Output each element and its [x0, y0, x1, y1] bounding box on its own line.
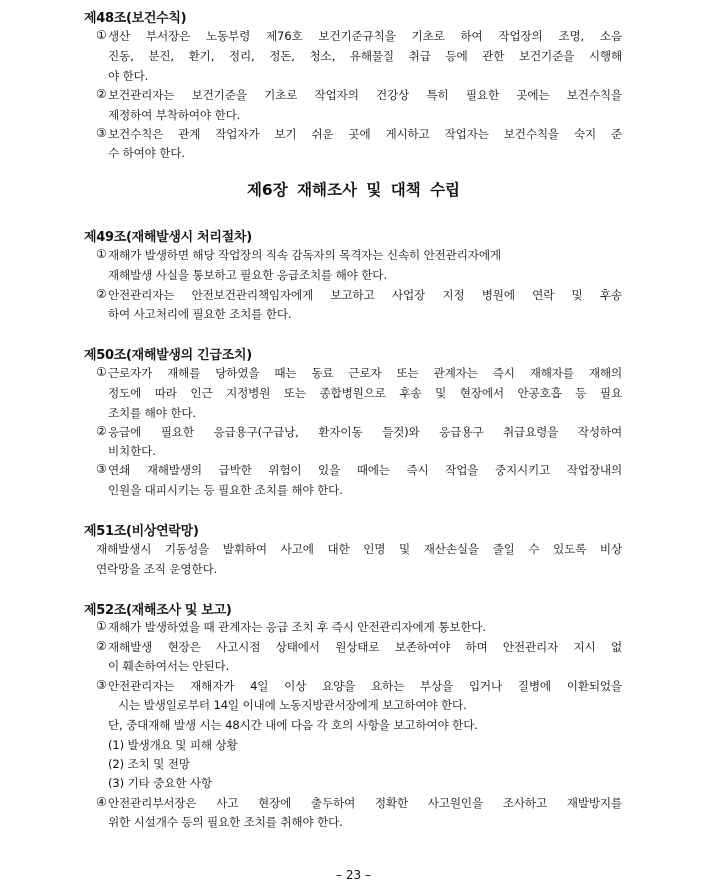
- text-line: 수 하여야 한다.: [108, 146, 185, 160]
- clause-number: ②: [96, 87, 107, 101]
- text-line: 재해가 발생하면 해당 작업장의 직속 감독자의 목격자는 신속히 안전관리자에게: [108, 248, 501, 262]
- text-line: 정도에 따라 인근 지정병원 또는 종합병원으로 후송 및 현장에서 안공호흡 등 필요: [108, 386, 622, 400]
- text-line: 인원을 대피시키는 등 필요한 조치를 해야 한다.: [108, 483, 343, 497]
- clause-number: ②: [96, 639, 107, 653]
- text-line: 이 훼손하여서는 안된다.: [108, 659, 230, 673]
- text-line: 재해발생 현장은 사고시점 상태에서 원상태로 보존하여야 하며 안전관리자 지시 없: [108, 640, 622, 654]
- text-line: 안전관리자는 안전보건관리책임자에게 보고하고 사업장 지정 병원에 연락 및 후송: [108, 288, 622, 302]
- article-50-title: 제50조(재해발생의 긴급조치): [84, 348, 252, 363]
- article-51-title: 제51조(비상연락망): [84, 524, 199, 539]
- text-line: 응급에 필요한 응급용구(구급낭, 환자이동 들것)와 응급용구 취급요령을 작성하여: [108, 425, 622, 439]
- text-line: 보건수칙은 관계 작업자가 보기 쉬운 곳에 게시하고 작업자는 보건수칙을 숙지 준: [108, 127, 622, 141]
- clause-number: ①: [96, 365, 107, 379]
- chapter-title: 제6장 재해조사 및 대책 수립: [246, 181, 461, 199]
- text-line: 단, 중대재해 발생 시는 48시간 내에 다음 각 호의 사항을 보고하여야 한다.: [108, 718, 478, 732]
- text-line: 재해발생시 기동성을 발휘하여 사고에 대한 인명 및 재산손실을 줄일 수 있도록 비상: [96, 542, 622, 556]
- sub-item: (1) 발생개요 및 피해 상황: [108, 738, 238, 752]
- text-line: 안전관리부서장은 사고 현장에 출두하여 정확한 사고원인을 조사하고 재발방지를: [108, 796, 622, 810]
- text-line: 재해가 발생하였을 때 관계자는 응급 조치 후 즉시 안전관리자에게 통보한다.: [108, 620, 486, 634]
- article-49-title: 제49조(재해발생시 처리절차): [84, 230, 252, 245]
- page-number: – 23 –: [336, 868, 371, 882]
- clause-number: ①: [96, 619, 107, 633]
- clause-number: ①: [96, 28, 107, 42]
- text-line: 진동, 분진, 환기, 정리, 정돈, 청소, 유해물질 취급 등에 관한 보건기준을 시행해: [108, 49, 622, 63]
- clause-number: ①: [96, 247, 107, 261]
- text-line: 연쇄 재해발생의 급박한 위험이 있을 때에는 즉시 작업을 중지시키고 작업장내의: [108, 463, 622, 477]
- text-line: 하여 사고처리에 필요한 조치를 한다.: [108, 307, 292, 321]
- article-52-title: 제52조(재해조사 및 보고): [84, 603, 232, 618]
- text-line: 재해발생 사실을 통보하고 필요한 응급조치를 해야 한다.: [108, 268, 387, 282]
- clause-number: ③: [96, 462, 107, 476]
- text-line: 조치를 해야 한다.: [108, 406, 196, 420]
- text-line: 연락망을 조직 운영한다.: [96, 562, 218, 576]
- clause-number: ③: [96, 126, 107, 140]
- text-line: 위한 시설개수 등의 필요한 조치를 취해야 한다.: [108, 815, 343, 829]
- clause-number: ②: [96, 424, 107, 438]
- text-line: 제정하여 부착하여야 한다.: [108, 108, 241, 122]
- sub-item: (2) 조치 및 전망: [108, 757, 190, 771]
- text-line: 생산 부서장은 노동부령 제76호 보건기준규칙을 기초로 하여 작업장의 조명, 소음: [108, 29, 622, 43]
- text-line: 안전관리자는 재해자가 4일 이상 요양을 요하는 부상을 입거나 질병에 이환되었을: [108, 679, 622, 693]
- sub-item: (3) 기타 중요한 사항: [108, 776, 212, 790]
- text-line: 비치한다.: [108, 444, 156, 458]
- clause-number: ④: [96, 795, 107, 809]
- text-line: 시는 발생일로부터 14일 이내에 노동지방관서장에게 보고하여야 한다.: [118, 698, 467, 712]
- clause-number: ②: [96, 287, 107, 301]
- clause-number: ③: [96, 678, 107, 692]
- text-line: 보건관리자는 보건기준을 기초로 작업자의 건강상 특히 필요한 곳에는 보건수칙을: [108, 88, 622, 102]
- text-line: 근로자가 재해를 당하였을 때는 동료 근로자 또는 관계자는 즉시 재해자를 재해의: [108, 366, 622, 380]
- text-line: 야 한다.: [108, 69, 149, 83]
- article-48-title: 제48조(보건수칙): [84, 11, 187, 26]
